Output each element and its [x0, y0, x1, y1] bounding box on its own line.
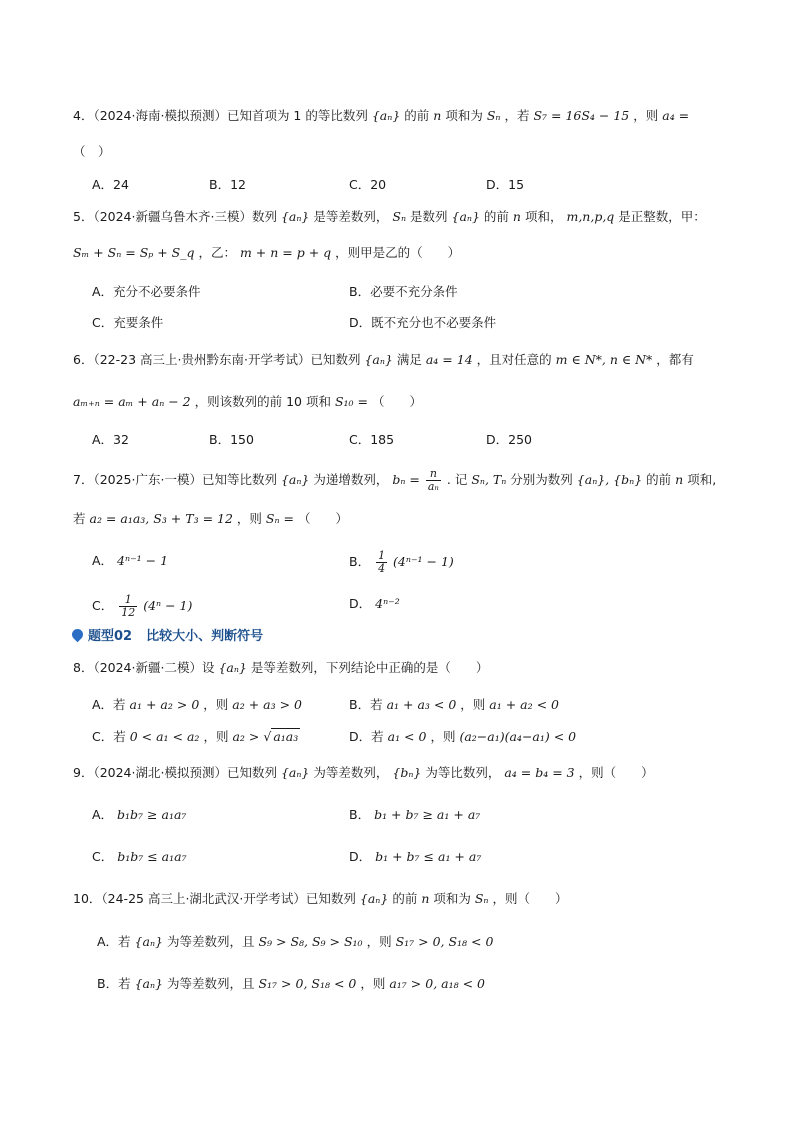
math-seq2: {bₙ}: [392, 765, 422, 780]
math-cond: a₄ = b₄ = 3: [504, 765, 575, 780]
option-label: A．若: [97, 934, 131, 949]
fraction-numerator: n: [426, 468, 441, 481]
problem-9-option-b[interactable]: [349, 806, 480, 824]
problem-4-paren: （ ）: [73, 144, 111, 159]
math-n: n: [433, 108, 442, 123]
problem-5-option-d[interactable]: D．既不充分也不必要条件: [349, 315, 497, 330]
option-label: C．: [92, 849, 114, 864]
math-result: a₂ >: [232, 729, 260, 744]
text: 项和，: [524, 209, 563, 224]
math-vars: m,n,p,q: [566, 209, 615, 224]
problem-9-option-c[interactable]: [92, 848, 187, 866]
problem-4-option-b[interactable]: B．12: [209, 177, 246, 192]
math-seq: {aₙ}: [280, 209, 310, 224]
text: 是等差数列，: [313, 209, 389, 224]
math-cond: a₁ + a₂ > 0: [129, 697, 200, 712]
option-value: b₁ + b₇ ≤ a₁ + a₇: [375, 849, 482, 864]
text: 是等差数列，下列结论中正确的是（ ）: [250, 660, 489, 675]
math-result: a₂ + a₃ > 0: [232, 697, 302, 712]
text: 满足: [396, 352, 422, 367]
problem-9-stem: [73, 764, 654, 782]
text: 项和为: [433, 891, 471, 906]
fraction-one-twelfth: [119, 594, 137, 619]
text: 为递增数列，: [313, 472, 389, 487]
problem-8-intro: 8．（2024·新疆·二模）设: [73, 660, 215, 675]
math-n: n: [675, 472, 684, 487]
text: ，则: [236, 511, 262, 526]
option-label: A．若: [92, 697, 126, 712]
math-relation: aₘ₊ₙ = aₘ + aₙ − 2: [73, 394, 191, 409]
problem-8-stem: [73, 659, 488, 677]
text: 为等差数列，且: [166, 976, 255, 991]
math-seq: {aₙ}: [134, 934, 163, 949]
problem-10-option-a[interactable]: [97, 933, 493, 951]
math-yi: m + n = p + q: [239, 245, 332, 260]
text: ，若: [504, 108, 530, 123]
math-sn: Sₙ: [474, 891, 489, 906]
text: 是正整数，甲：: [618, 209, 706, 224]
problem-4-stem: [73, 107, 689, 125]
fraction-numerator: 1: [119, 594, 137, 607]
text: 项和,: [687, 472, 717, 487]
text: 分别为数列: [510, 472, 573, 487]
location-pin-icon: [70, 626, 86, 642]
text: 的前: [483, 209, 509, 224]
option-label: B．若: [97, 976, 131, 991]
problem-10-option-b[interactable]: [97, 975, 485, 993]
problem-4-option-c[interactable]: C．20: [349, 177, 387, 192]
text: ，且对任意的: [476, 352, 552, 367]
problem-6-option-d[interactable]: D．250: [486, 432, 532, 447]
problem-8-option-a[interactable]: [92, 696, 302, 714]
option-value: (4ⁿ⁻¹ − 1): [393, 554, 454, 569]
math-jia: Sₘ + Sₙ = Sₚ + S_q: [73, 245, 195, 260]
problem-7-option-c[interactable]: [92, 594, 192, 619]
fraction-denominator: aₙ: [427, 480, 439, 493]
math-result: a₁₇ > 0, a₁₈ < 0: [389, 976, 485, 991]
math-seq: {aₙ}: [134, 976, 163, 991]
fraction-n-over-an: [426, 468, 441, 493]
option-label: C．: [92, 598, 114, 613]
text: ，乙：: [198, 245, 236, 260]
math-seq: {aₙ}: [371, 108, 401, 123]
math-seq: {aₙ}: [364, 352, 393, 367]
problem-7-stem: [73, 468, 716, 493]
math-a4: a₄ =: [662, 108, 690, 123]
math-seq: {aₙ}: [280, 472, 310, 487]
text: 为等比数列，: [425, 765, 501, 780]
problem-7-intro: 7．（2025·广东·一模）已知等比数列: [73, 472, 277, 487]
fraction-numerator: 1: [378, 549, 386, 562]
problem-4-option-d[interactable]: D．15: [486, 177, 525, 192]
math-set: m ∈ N*, n ∈ N*: [555, 352, 653, 367]
math-sn: Sₙ: [392, 209, 407, 224]
text: ，则: [366, 934, 392, 949]
option-value: b₁b₇ ≥ a₁a₇: [117, 807, 187, 822]
problem-7-option-d[interactable]: [349, 595, 400, 613]
option-label: B．: [349, 554, 371, 569]
problem-10-intro: 10．（24-25 高三上·湖北武汉·开学考试）已知数列: [73, 891, 356, 906]
text: ，则（ ）: [492, 891, 568, 906]
text: 若: [73, 511, 86, 526]
option-label: A．: [92, 807, 114, 822]
problem-9-intro: 9．（2024·湖北·模拟预测）已知数列: [73, 765, 277, 780]
math-cond: S₁₇ > 0, S₁₈ < 0: [258, 976, 357, 991]
text: ，则: [633, 108, 659, 123]
text: ，则（ ）: [578, 765, 654, 780]
math-cond: a₄ = 14: [425, 352, 473, 367]
problem-4-intro: 4．（2024·海南·模拟预测）已知首项为 1 的等比数列: [73, 108, 368, 123]
text: 是数列: [410, 209, 448, 224]
text: ，则: [203, 697, 229, 712]
problem-9-option-a[interactable]: [92, 806, 186, 824]
problem-6-stem: [73, 351, 694, 369]
math-seq: {aₙ}: [451, 209, 480, 224]
text: ，则: [460, 697, 486, 712]
math-sn-tn: Sₙ, Tₙ: [471, 472, 507, 487]
math-n: n: [421, 891, 430, 906]
text: 为等差数列，: [313, 765, 389, 780]
option-value: (4ⁿ − 1): [143, 598, 193, 613]
text: （ ）: [372, 394, 423, 409]
math-bn: bₙ =: [392, 472, 420, 487]
problem-6-option-a[interactable]: A．32: [92, 432, 129, 447]
option-label: A．: [92, 553, 114, 568]
section-label: 题型02: [88, 628, 133, 644]
option-label: B．若: [349, 697, 383, 712]
problem-9-option-d[interactable]: [349, 848, 481, 866]
math-equation: S₇ = 16S₄ − 15: [533, 108, 630, 123]
problem-8-option-b[interactable]: [349, 696, 559, 714]
option-value: b₁b₇ ≤ a₁a₇: [117, 849, 187, 864]
problem-5-option-b[interactable]: B．必要不充分条件: [349, 284, 458, 299]
text: ，则该数列的前 10 项和: [194, 394, 331, 409]
text: 项和为: [445, 108, 483, 123]
math-result: S₁₇ > 0, S₁₈ < 0: [395, 934, 494, 949]
text: 的前: [404, 108, 430, 123]
math-seq: {aₙ}: [218, 660, 247, 675]
text: ，则: [203, 729, 229, 744]
text: ，则: [360, 976, 386, 991]
problem-7-stem-2: [73, 510, 348, 528]
problem-8-option-c[interactable]: [92, 728, 300, 746]
problem-5-stem: [73, 208, 706, 226]
problem-7-option-b[interactable]: [349, 550, 454, 575]
option-label: C．若: [92, 729, 126, 744]
text: ，则: [430, 729, 456, 744]
math-sn: Sₙ: [486, 108, 501, 123]
radicand: a₁a₃: [273, 729, 299, 744]
problem-6-option-c[interactable]: C．185: [349, 432, 395, 447]
fraction-denominator: 4: [378, 562, 386, 575]
problem-5-option-a[interactable]: A．充分不必要条件: [92, 284, 201, 299]
fraction-denominator: 12: [121, 606, 136, 619]
option-label: D．: [349, 596, 372, 611]
problem-5-option-c[interactable]: C．充要条件: [92, 315, 164, 330]
text: 为等差数列，且: [166, 934, 255, 949]
math-ask: Sₙ =: [265, 511, 294, 526]
problem-5-stem-2: [73, 244, 460, 262]
fraction-one-quarter: [376, 550, 387, 575]
section-heading: [72, 624, 263, 644]
text: ，都有: [656, 352, 694, 367]
text: ，则甲是乙的（ ）: [335, 245, 461, 260]
section-title: 比较大小、判断符号: [146, 628, 264, 644]
text: . 记: [446, 472, 468, 487]
text: 的前: [392, 891, 418, 906]
math-cond: a₁ < 0: [387, 729, 427, 744]
math-cond: 0 < a₁ < a₂: [129, 729, 200, 744]
math-cond: a₁ + a₃ < 0: [386, 697, 457, 712]
option-value: 4ⁿ⁻¹ − 1: [117, 553, 169, 568]
problem-4-option-a[interactable]: A．24: [92, 177, 129, 192]
option-label: B．: [349, 807, 371, 822]
math-n: n: [512, 209, 521, 224]
math-result: a₁ + a₂ < 0: [489, 697, 560, 712]
text: 的前: [646, 472, 672, 487]
problem-8-option-d[interactable]: [349, 728, 576, 746]
math-result: (a₂−a₁)(a₄−a₁) < 0: [459, 729, 577, 744]
problem-6-option-b[interactable]: B．150: [209, 432, 254, 447]
math-seq: {aₙ}: [280, 765, 310, 780]
option-label: D．: [349, 849, 372, 864]
problem-7-option-a[interactable]: [92, 552, 168, 570]
math-seqs: {aₙ}, {bₙ}: [576, 472, 643, 487]
problem-6-intro: 6．（22-23 高三上·贵州黔东南·开学考试）已知数列: [73, 352, 361, 367]
problem-10-stem: [73, 890, 568, 908]
problem-6-stem-2: [73, 393, 422, 411]
math-seq: {aₙ}: [359, 891, 389, 906]
option-value: b₁ + b₇ ≥ a₁ + a₇: [374, 807, 481, 822]
problem-5-intro: 5．（2024·新疆乌鲁木齐·三模）数列: [73, 209, 277, 224]
square-root: √ a₁a₃: [263, 729, 299, 744]
option-label: D．若: [349, 729, 384, 744]
math-cond: a₂ = a₁a₃, S₃ + T₃ = 12: [89, 511, 233, 526]
math-cond: S₉ > S₈, S₉ > S₁₀: [258, 934, 363, 949]
math-s10: S₁₀ =: [334, 394, 369, 409]
text: （ ）: [297, 511, 348, 526]
option-value: 4ⁿ⁻²: [375, 596, 400, 611]
